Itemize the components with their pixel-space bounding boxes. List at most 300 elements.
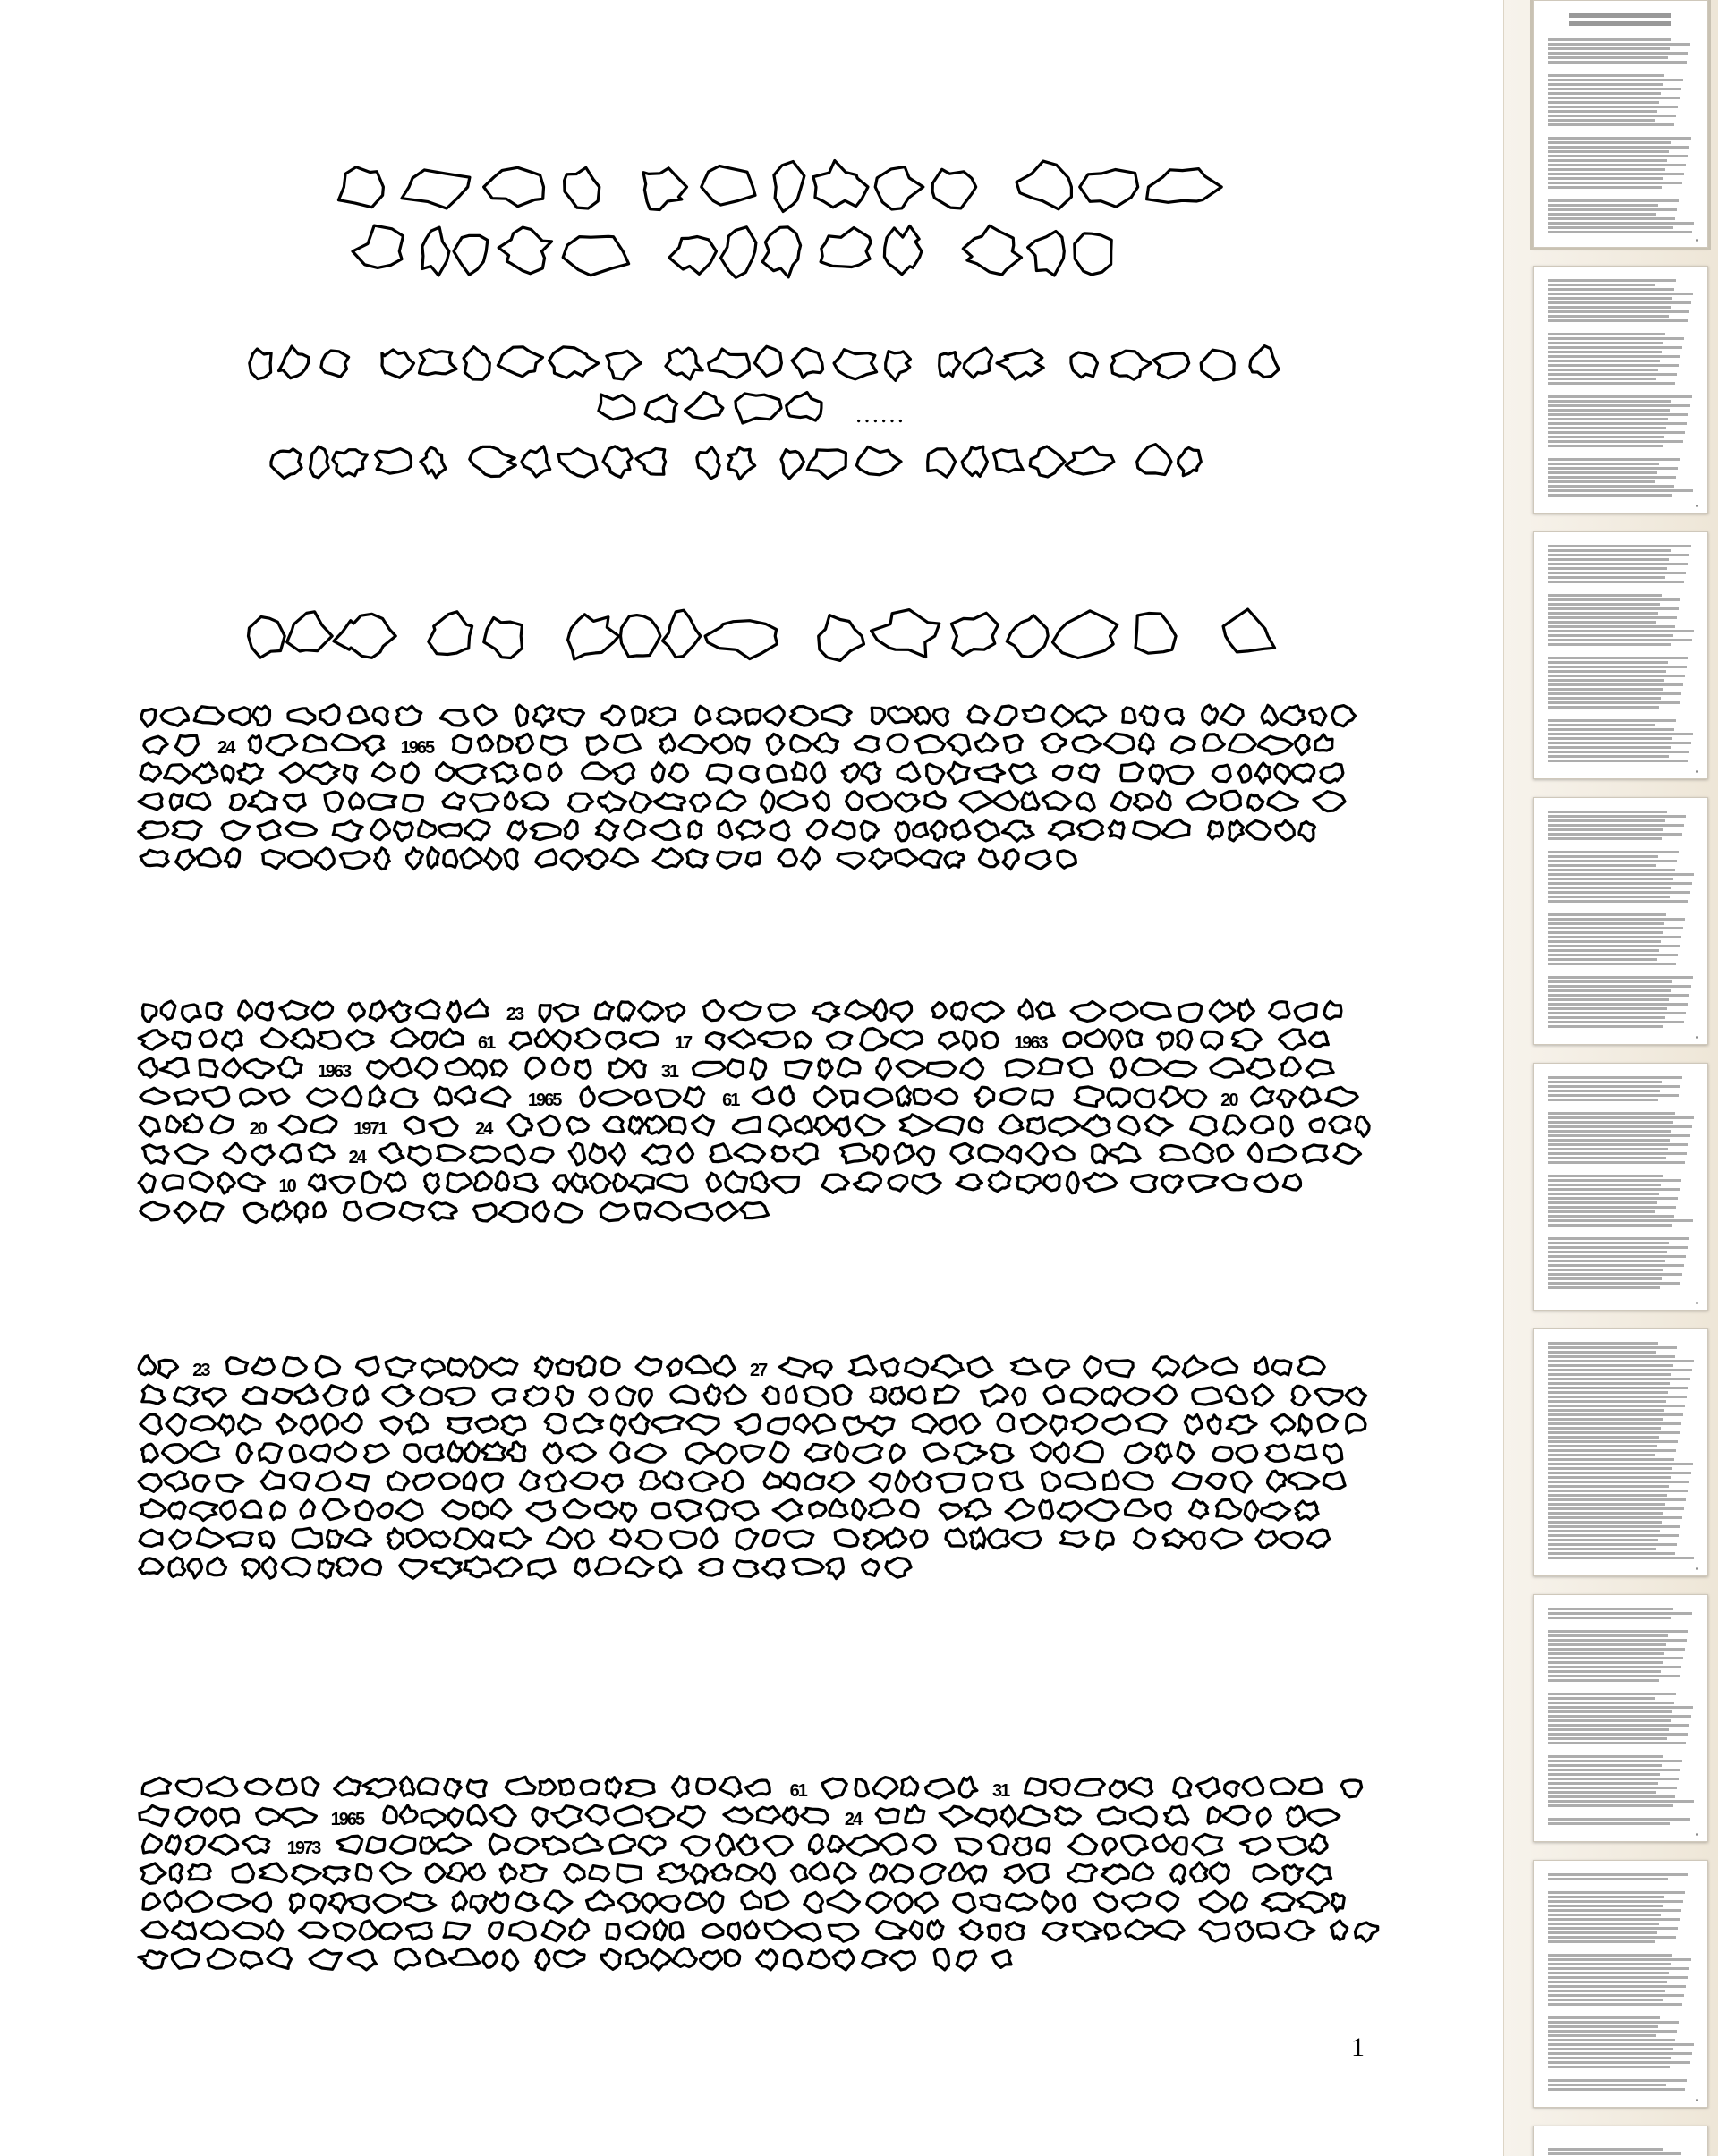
glyph-outline	[307, 762, 339, 784]
glyph-outline	[1123, 708, 1135, 723]
glyph-outline	[465, 1000, 488, 1017]
glyph-outline	[1178, 1443, 1194, 1464]
glyph-outline	[833, 1385, 851, 1405]
glyph-outline	[348, 1950, 376, 1970]
glyph-outline	[453, 1892, 467, 1911]
glyph-outline	[1121, 763, 1144, 781]
glyph-outline	[404, 795, 423, 811]
glyph-outline	[1296, 1445, 1316, 1460]
glyph-outline	[618, 1894, 640, 1913]
glyph-outline	[170, 1530, 191, 1549]
page-thumbnail[interactable]	[1533, 1860, 1708, 2108]
glyph-outline	[271, 449, 302, 479]
glyph-outline	[959, 1777, 977, 1797]
glyph-outline	[1191, 1116, 1217, 1135]
page-thumbnail[interactable]	[1533, 0, 1708, 248]
glyph-outline	[1101, 1865, 1128, 1884]
paragraph-number: 61	[722, 1091, 739, 1110]
glyph-outline	[1002, 821, 1033, 841]
glyph-outline	[527, 1501, 555, 1520]
glyph-outline	[142, 1385, 165, 1404]
glyph-outline	[1011, 1358, 1041, 1374]
glyph-outline	[470, 446, 516, 476]
glyph-outline	[718, 791, 745, 811]
glyph-outline	[1309, 1834, 1327, 1853]
glyph-outline	[1080, 170, 1138, 208]
glyph-outline	[736, 821, 764, 839]
glyph-outline	[556, 1203, 583, 1222]
glyph-outline	[400, 1559, 427, 1578]
glyph-outline	[496, 1172, 509, 1190]
glyph-outline	[227, 1532, 252, 1547]
glyph-outline	[445, 1779, 462, 1798]
glyph-outline	[781, 450, 804, 479]
glyph-outline	[426, 1445, 444, 1462]
glyph-outline	[861, 821, 879, 840]
glyph-outline	[1084, 1030, 1106, 1047]
glyph-outline	[709, 349, 750, 378]
glyph-outline	[197, 1528, 223, 1547]
glyph-outline	[491, 1500, 511, 1519]
glyph-outline	[596, 1002, 614, 1019]
glyph-outline	[1105, 734, 1135, 753]
glyph-outline	[191, 1442, 219, 1462]
glyph-outline	[976, 1809, 997, 1826]
glyph-outline	[1030, 446, 1065, 477]
glyph-outline	[742, 1891, 761, 1908]
glyph-outline	[368, 1061, 389, 1079]
glyph-outline	[729, 1030, 754, 1049]
glyph-outline	[819, 615, 864, 661]
glyph-outline	[890, 1445, 905, 1463]
glyph-outline	[841, 1144, 870, 1163]
glyph-outline	[522, 793, 548, 810]
paragraph-1-line	[141, 705, 1356, 727]
glyph-outline	[456, 765, 486, 784]
glyph-outline	[678, 1143, 693, 1162]
glyph-outline	[813, 161, 868, 208]
glyph-outline	[897, 762, 920, 781]
glyph-outline	[311, 1116, 336, 1133]
glyph-outline	[763, 1387, 778, 1405]
glyph-outline	[1101, 1387, 1120, 1405]
glyph-outline	[960, 1921, 982, 1940]
glyph-outline	[979, 849, 999, 866]
glyph-outline	[707, 1033, 725, 1050]
glyph-outline	[201, 1808, 216, 1826]
paragraph-2-line	[139, 1057, 1333, 1082]
glyph-outline	[630, 793, 651, 812]
glyph-outline	[1232, 1029, 1261, 1050]
glyph-outline	[963, 225, 1021, 275]
glyph-outline	[506, 1777, 535, 1795]
glyph-outline	[773, 1499, 801, 1520]
glyph-outline	[1330, 1116, 1350, 1133]
paragraph-number: 31	[992, 1781, 1009, 1801]
glyph-outline	[1058, 1502, 1081, 1521]
glyph-outline	[1208, 1808, 1220, 1824]
glyph-outline	[654, 794, 685, 811]
glyph-outline	[1171, 1865, 1186, 1884]
glyph-outline	[1007, 615, 1048, 657]
glyph-outline	[1156, 1443, 1172, 1463]
glyph-outline	[194, 707, 224, 724]
glyph-outline	[814, 791, 829, 811]
glyph-outline	[299, 1923, 328, 1938]
glyph-outline	[1006, 1060, 1034, 1077]
glyph-outline	[489, 1923, 503, 1940]
glyph-outline	[481, 1087, 510, 1106]
paragraph-4-line	[142, 1777, 1362, 1801]
paragraph-1-line	[140, 848, 1076, 870]
glyph-outline	[993, 791, 1018, 810]
glyph-outline	[711, 734, 732, 753]
page-thumbnail[interactable]	[1533, 1063, 1708, 1311]
glyph-outline	[208, 1835, 238, 1855]
glyph-outline	[702, 166, 755, 206]
glyph-outline	[1084, 1357, 1101, 1378]
glyph-outline	[1042, 734, 1066, 752]
glyph-outline	[261, 1471, 283, 1490]
glyph-outline	[529, 1558, 556, 1578]
glyph-outline	[1263, 1894, 1295, 1911]
glyph-outline	[936, 1116, 964, 1134]
glyph-outline	[391, 1089, 417, 1107]
glyph-outline	[862, 763, 880, 784]
glyph-outline	[559, 1779, 574, 1795]
glyph-outline	[1042, 1923, 1067, 1940]
glyph-outline	[140, 850, 168, 866]
glyph-outline	[392, 1029, 419, 1047]
glyph-outline	[877, 1922, 906, 1940]
glyph-outline	[705, 1385, 720, 1405]
glyph-outline	[429, 612, 472, 655]
paragraph-2-line	[143, 1143, 1361, 1168]
glyph-outline	[545, 1891, 572, 1913]
glyph-outline	[223, 1030, 242, 1050]
glyph-outline	[362, 1559, 380, 1575]
page-thumbnail[interactable]	[1533, 1594, 1708, 1842]
glyph-outline	[896, 793, 920, 812]
glyph-outline	[1103, 1471, 1118, 1490]
glyph-outline	[1173, 1473, 1201, 1489]
glyph-outline	[1007, 1894, 1037, 1911]
glyph-outline	[582, 763, 610, 779]
glyph-outline	[448, 1442, 463, 1462]
glyph-outline	[498, 227, 551, 274]
page-thumbnail[interactable]	[1533, 1328, 1708, 1576]
glyph-outline	[819, 1059, 833, 1078]
glyph-outline	[1040, 1500, 1053, 1518]
glyph-outline	[471, 1896, 488, 1913]
glyph-outline	[175, 735, 198, 755]
glyph-outline	[895, 1893, 912, 1912]
glyph-outline	[276, 1778, 296, 1795]
glyph-outline	[1232, 1473, 1252, 1492]
glyph-outline	[872, 610, 940, 658]
glyph-outline	[828, 1891, 860, 1913]
glyph-outline	[1213, 1447, 1233, 1460]
glyph-outline	[707, 1173, 720, 1191]
glyph-outline	[886, 352, 911, 381]
glyph-outline	[1016, 161, 1071, 209]
paragraph-number: 1971	[353, 1119, 387, 1139]
glyph-outline	[1237, 1446, 1257, 1463]
glyph-outline	[792, 763, 806, 781]
page-thumbnail-sidebar[interactable]	[1503, 0, 1718, 2156]
glyph-outline	[467, 1780, 486, 1797]
glyph-outline	[387, 1529, 404, 1549]
glyph-outline	[1212, 1358, 1237, 1375]
glyph-outline	[1139, 734, 1153, 753]
glyph-outline	[1135, 794, 1153, 811]
glyph-outline	[635, 1091, 652, 1105]
glyph-outline	[376, 449, 412, 474]
glyph-outline	[169, 1502, 186, 1518]
glyph-outline	[682, 1837, 710, 1855]
glyph-outline	[471, 1147, 500, 1163]
glyph-outline	[1346, 1388, 1366, 1405]
glyph-outline	[380, 1144, 404, 1163]
glyph-outline	[660, 734, 675, 753]
glyph-outline	[1271, 1778, 1295, 1795]
glyph-outline	[362, 1172, 381, 1193]
glyph-outline	[870, 849, 892, 868]
glyph-outline	[464, 1442, 479, 1462]
glyph-outline	[572, 1174, 588, 1193]
glyph-outline	[909, 1387, 925, 1403]
glyph-outline	[1129, 1778, 1152, 1796]
glyph-outline	[1124, 1388, 1149, 1405]
glyph-outline	[1042, 792, 1071, 811]
glyph-outline	[1141, 1003, 1170, 1019]
glyph-outline	[1076, 706, 1106, 726]
glyph-outline	[636, 448, 666, 474]
glyph-outline	[218, 1415, 234, 1435]
glyph-outline	[1185, 1415, 1202, 1434]
glyph-outline	[882, 1359, 898, 1376]
glyph-outline	[1082, 1115, 1110, 1136]
glyph-outline	[226, 1358, 247, 1374]
glyph-outline	[1188, 791, 1216, 810]
glyph-outline	[439, 1473, 460, 1489]
glyph-outline	[769, 1005, 795, 1021]
glyph-outline	[1270, 1002, 1290, 1019]
glyph-outline	[642, 1145, 671, 1164]
glyph-outline	[1275, 764, 1291, 783]
glyph-outline	[1306, 1060, 1333, 1077]
glyph-outline	[322, 1413, 338, 1434]
glyph-outline	[446, 1388, 474, 1405]
glyph-outline	[867, 1893, 892, 1913]
glyph-outline	[1013, 1838, 1031, 1855]
glyph-outline	[187, 793, 210, 810]
glyph-outline	[890, 1951, 914, 1970]
paragraph-4-line	[139, 1948, 1011, 1971]
glyph-outline	[737, 1835, 758, 1855]
glyph-outline	[270, 1502, 285, 1520]
glyph-outline	[651, 1949, 671, 1970]
glyph-outline	[552, 1806, 582, 1828]
glyph-outline	[718, 852, 741, 868]
glyph-outline	[335, 1777, 361, 1795]
glyph-outline	[1097, 1531, 1114, 1549]
glyph-outline	[607, 1032, 626, 1049]
glyph-outline	[855, 1779, 869, 1796]
glyph-outline	[928, 1921, 943, 1940]
paragraph-number: 24	[348, 1148, 365, 1167]
glyph-outline	[324, 1386, 347, 1406]
glyph-outline	[174, 1387, 200, 1405]
glyph-outline	[810, 1835, 823, 1855]
glyph-outline	[1193, 1388, 1221, 1405]
glyph-outline	[293, 1866, 320, 1884]
glyph-outline	[139, 1951, 167, 1968]
glyph-outline	[268, 1948, 291, 1969]
glyph-outline	[1331, 1894, 1344, 1912]
glyph-outline	[1256, 1530, 1277, 1548]
glyph-outline	[384, 1806, 397, 1823]
glyph-outline	[758, 1031, 789, 1047]
glyph-outline	[565, 820, 577, 838]
glyph-outline	[334, 1923, 355, 1940]
glyph-outline	[1067, 1172, 1078, 1193]
glyph-outline	[982, 1032, 998, 1048]
glyph-outline	[190, 1503, 217, 1521]
glyph-outline	[784, 1531, 812, 1548]
glyph-outline	[502, 1416, 525, 1435]
glyph-outline	[757, 1950, 778, 1970]
glyph-outline	[290, 1446, 305, 1462]
glyph-outline	[1156, 1921, 1184, 1940]
glyph-outline	[256, 1003, 273, 1020]
glyph-outline	[370, 1086, 385, 1106]
glyph-outline	[173, 1922, 196, 1940]
glyph-outline	[1050, 1778, 1069, 1795]
glyph-outline	[554, 1950, 584, 1967]
page-thumbnail[interactable]	[1533, 797, 1708, 1045]
glyph-outline	[704, 1001, 724, 1021]
glyph-outline	[1157, 791, 1170, 809]
glyph-outline	[471, 794, 499, 811]
glyph-outline	[1001, 1089, 1026, 1105]
glyph-outline	[471, 1060, 487, 1077]
glyph-outline	[937, 1473, 964, 1492]
glyph-outline	[1287, 1806, 1305, 1826]
glyph-outline	[1111, 792, 1130, 811]
glyph-outline	[659, 1557, 681, 1578]
glyph-outline	[536, 1950, 549, 1970]
glyph-outline	[914, 1090, 931, 1105]
glyph-outline	[812, 1003, 839, 1022]
glyph-outline	[165, 1472, 188, 1491]
glyph-outline	[173, 1032, 191, 1049]
glyph-outline	[188, 1559, 202, 1578]
glyph-outline	[407, 1530, 426, 1548]
glyph-outline	[443, 1501, 469, 1520]
glyph-outline	[1042, 1891, 1059, 1913]
glyph-outline	[1334, 1144, 1361, 1164]
glyph-outline	[370, 1001, 385, 1020]
glyph-outline	[689, 821, 702, 838]
glyph-outline	[587, 736, 608, 755]
glyph-outline	[1025, 1778, 1046, 1795]
glyph-outline	[709, 1892, 723, 1913]
glyph-outline	[1145, 1115, 1172, 1135]
glyph-outline	[955, 1443, 987, 1464]
glyph-outline	[217, 1475, 243, 1491]
glyph-outline	[309, 1175, 325, 1191]
glyph-outline	[295, 1203, 308, 1222]
glyph-outline	[671, 1531, 696, 1548]
glyph-outline	[444, 851, 458, 868]
glyph-outline	[1310, 1118, 1324, 1131]
glyph-outline	[835, 1116, 850, 1136]
glyph-outline	[666, 348, 702, 379]
glyph-outline	[415, 1057, 437, 1078]
glyph-outline	[663, 610, 701, 658]
paragraph-3-line	[140, 1528, 1330, 1550]
page-thumbnail[interactable]	[1533, 531, 1708, 779]
glyph-outline	[707, 1500, 728, 1521]
glyph-outline	[1193, 1834, 1222, 1855]
glyph-outline	[354, 1386, 368, 1405]
glyph-outline	[371, 819, 390, 840]
glyph-outline	[217, 1173, 234, 1193]
paragraph-4-line	[140, 1805, 1340, 1829]
glyph-outline	[721, 227, 756, 277]
glyph-outline	[565, 167, 600, 208]
glyph-outline	[1280, 1116, 1292, 1136]
glyph-outline	[1133, 1863, 1152, 1880]
glyph-outline	[540, 1006, 550, 1022]
page-thumbnail[interactable]	[1533, 266, 1708, 514]
paragraph-2-line	[140, 1201, 769, 1222]
glyph-outline	[931, 1356, 963, 1377]
glyph-outline	[448, 1359, 467, 1376]
glyph-outline	[1191, 1863, 1207, 1882]
paragraph-3-line	[142, 1385, 1366, 1407]
glyph-outline	[1248, 1143, 1262, 1161]
glyph-outline	[554, 1176, 570, 1193]
paragraph-4-line	[142, 1834, 1327, 1858]
glyph-outline	[1058, 851, 1076, 868]
glyph-outline	[730, 1002, 761, 1020]
glyph-outline	[186, 1836, 204, 1855]
glyph-outline	[981, 1895, 1000, 1911]
glyph-outline	[1049, 822, 1074, 840]
glyph-outline	[464, 1472, 476, 1490]
glyph-outline	[834, 350, 877, 379]
glyph-outline	[549, 763, 561, 780]
glyph-outline	[889, 1387, 905, 1405]
glyph-outline	[740, 1202, 768, 1218]
glyph-outline	[601, 1357, 619, 1375]
paragraph-1-line	[140, 762, 1343, 784]
glyph-outline	[552, 1031, 570, 1050]
page-thumbnail[interactable]	[1533, 2126, 1708, 2156]
glyph-outline	[590, 1866, 609, 1881]
glyph-outline	[1167, 766, 1193, 784]
glyph-outline	[1066, 446, 1114, 474]
glyph-outline	[1156, 1502, 1171, 1520]
glyph-outline	[724, 1808, 753, 1823]
glyph-outline	[795, 1031, 811, 1048]
glyph-outline	[1224, 1116, 1246, 1134]
glyph-outline	[1210, 1863, 1229, 1884]
glyph-outline	[230, 794, 245, 811]
glyph-outline	[1054, 1146, 1075, 1160]
